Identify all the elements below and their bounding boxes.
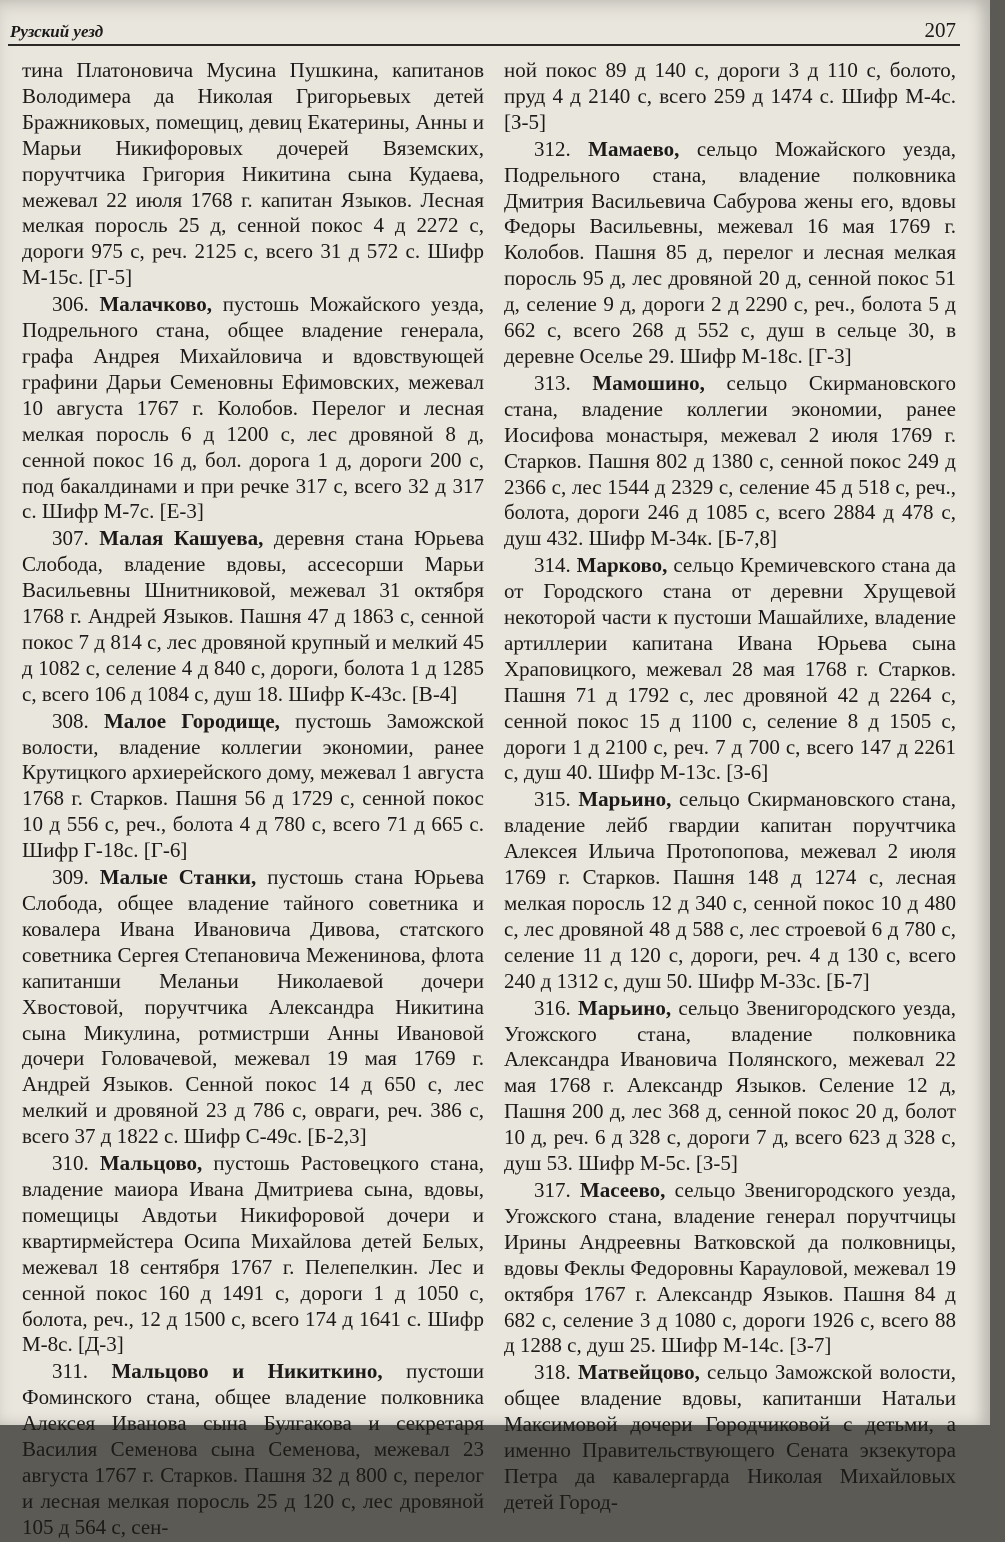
right-column xyxy=(504,58,956,1517)
entry-name: Мамаево, xyxy=(588,136,680,161)
gazetteer-entry xyxy=(22,1151,484,1358)
gazetteer-entry xyxy=(22,709,484,864)
entry-text: пустошь Растовецкого стана, владение маиора Ивана Дмитриева сына, вдовы, помещицы Авдотьи Никифоровой дочери и квартирмейстера Осипа Михайлова детей Белых, межевал 18 сентября 1767 г. Пелепелкин. Лес и сенной покос 160 д 1491 с, дороги 1 д 1050 с, болота, реч., 12 д 1500 с, всего 174 д 1641 с. Шифр М-8с. [Д-3] xyxy=(22,1151,484,1357)
gazetteer-entry xyxy=(504,996,956,1177)
entry-name: Малое Городище, xyxy=(103,708,280,733)
gazetteer-entry xyxy=(504,553,956,786)
entry-text: тина Платоновича Мусина Пушкина, капитанов Володимера да Николая Григорьевых детей Бражниковых, помещиц, девиц Екатерины, Анны и Марьи Никифоровых дочерей Вяземских, поручтчика Григория Никитина сына Кудаева, межевал 22 июля 1768 г. капитан Языков. Лесная мелкая поросль 25 д, сенной покос 4 д 2272 с, дороги 975 с, реч. 2125 с, всего 31 д 572 с. Шифр М-15с. [Г-5] xyxy=(22,58,484,290)
entry-text: пустошь стана Юрьева Слобода, общее владение тайного советника и ковалера Ивана Ивановича Дивова, статского советника Сергея Степановича Меженинова, флота капитанши Меланьи Николаевой дочери Хвостовой, поручтчика Александра Никитина сына Микулина, ротмистрши Анны Ивановой дочери Головачевой, межевал 19 мая 1769 г. Андрей Языков. Сенной покос 14 д 650 с, лес мелкий и дровяной 23 д 786 с, овраги, реч. 386 с, всего 37 д 1822 с. Шифр С-49с. [Б-2,3] xyxy=(22,865,485,1149)
gazetteer-entry xyxy=(22,526,484,707)
entry-number: 309. xyxy=(52,865,89,890)
entry-name: Мамошино, xyxy=(592,370,705,395)
running-head: Рузский уезд xyxy=(10,22,104,41)
gazetteer-entry xyxy=(22,865,484,1150)
entry-number: 316. xyxy=(534,995,571,1020)
entry-text: сельцо Звенигородского уезда, Угожского стана, владение генерал поручтчицы Ирины Андреевны Ватковской да полковницы, вдовы Феклы Федоровны Карауловой, межевал 19 октября 1767 г. Александр Языков. Пашня 84 д 682 с, селение 3 д 1080 с, дороги 1926 с, всего 88 д 1288 с, душ 25. Шифр М-14с. [З-7] xyxy=(504,1177,956,1358)
entry-name: Марьино, xyxy=(578,995,672,1020)
gazetteer-entry xyxy=(504,137,956,370)
gazetteer-entry xyxy=(504,371,956,552)
entry-number: 315. xyxy=(534,787,571,812)
entry-text: сельцо Кремичевского стана да от Городского стана от деревни Хрущевой некоторой части к пустоши Машайлихе, владение артиллерии капитана Ивана Юрьева сына Храповицкого, межевал 28 мая 1768 г. Старков. Пашня 71 д 1792 с, лес дровяной 42 д 2264 с, сенной покос 15 д 1100 с, селение 8 д 1505 с, дороги 1 д 2100 с, реч. 7 д 700 с, всего 147 д 2261 с, душ 40. Шифр М-13с. [З-6] xyxy=(504,553,957,785)
left-column xyxy=(22,58,484,1542)
entry-text: сельцо Звенигородского уезда, Угожского стана, владение полковника Александра Ивановича Полянского, межевал 22 мая 1768 г. Александр Языков. Селение 12 д, Пашня 200 д, лес 368 д, сенной покос 20 д, болот 10 д, реч. 6 д 328 с, дороги 7 д, всего 623 д 328 с, душ 53. Шифр М-5с. [З-5] xyxy=(504,995,956,1176)
entry-text: сельцо Скирмановского стана, владение лейб гвардии капитан поручтчика Алексея Ильича Протопопова, межевал 2 июля 1769 г. Старков. Пашня 148 д 1274 с, лесная мелкая поросль 12 д 340 с, сенной покос 10 д 480 с, лес дровяной 48 д 588 с, лес строевой 6 д 780 с, селение 11 д 120 с, дороги, реч. 4 д 130 с, всего 240 д 1312 с, душ 50. Шифр М-33с. [Б-7] xyxy=(504,787,956,993)
gazetteer-entry xyxy=(504,1178,956,1359)
gazetteer-entry xyxy=(504,1360,956,1515)
entry-number: 312. xyxy=(534,136,571,161)
entry-number: 306. xyxy=(52,292,89,317)
entry-name: Мальцово, xyxy=(99,1151,203,1176)
entry-number: 308. xyxy=(52,708,89,733)
entry-text: пустошь Можайского уезда, Подрельного стана, общее владение генерала, графа Андрея Михайловича и вдовствующей графини Дарьи Семеновны Ефимовских, межевал 10 августа 1767 г. Колобов. Перелог и лесная мелкая поросль 6 д 1200 с, лес дровяной 8 д, сенной покос 16 д, бол. дорога 1 д, дороги 200 с, под бакалдинами и при речке 317 с, всего 32 д 317 с. Шифр М-7с. [Е-3] xyxy=(22,292,485,524)
gazetteer-entry xyxy=(504,787,956,994)
entry-name: Марьино, xyxy=(578,787,672,812)
entry-name: Мальцово и Никиткино, xyxy=(111,1359,383,1384)
entry-text: сельцо Можайского уезда, Подрельного стана, владение полковника Дмитрия Васильевича Сабурова жены его, вдовы Федоры Васильевны, межевал 16 мая 1769 г. Колобов. Пашня 85 д, перелог и лесная мелкая поросль 95 д, лес дровяной 20 д, сенной покос 51 д, селение 9 д, дороги 2 д 2290 с, реч., болота 5 д 662 с, всего 268 д 552 с, душ в сельце 30, в деревне Оселье 29. Шифр М-18с. [Г-3] xyxy=(504,136,957,368)
entry-name: Масеево, xyxy=(579,1177,666,1202)
gazetteer-entry xyxy=(22,1359,484,1540)
entry-text: деревня стана Юрьева Слобода, владение вдовы, ассесорши Марьи Васильевны Шнитниковой, межевал 31 октября 1768 г. Андрей Языков. Пашня 47 д 1863 с, сенной покос 7 д 814 с, лес дровяной крупный и мелкий 45 д 1082 с, селение 4 д 840 с, дороги, болота 1 д 1285 с, всего 106 д 1084 с, душ 18. Шифр К-43с. [В-4] xyxy=(22,526,485,706)
entry-number: 314. xyxy=(534,553,571,578)
entry-text: сельцо Заможской волости, общее владение вдовы, капитанши Натальи Максимовой дочери Городчиковой с детьми, а именно Правительствующего Сената экзекутора Петра да кавалергарда Николая Михайловых детей Город- xyxy=(504,1360,956,1514)
gazetteer-entry xyxy=(22,58,484,291)
page-header xyxy=(8,14,960,46)
entry-text: пустошь Заможской волости, владение коллегии экономии, ранее Крутицкого архиерейского дому, межевал 1 августа 1768 г. Старков. Пашня 56 д 1729 с, сенной покос 10 д 556 с, реч., болота 4 д 780 с, всего 71 д 665 с. Шифр Г-18с. [Г-6] xyxy=(22,708,484,863)
entry-number: 318. xyxy=(534,1360,571,1385)
entry-number: 311. xyxy=(52,1359,88,1384)
entry-number: 317. xyxy=(534,1177,571,1202)
entry-number: 310. xyxy=(52,1151,89,1176)
entry-name: Малачково, xyxy=(99,292,212,317)
entry-number: 313. xyxy=(534,370,571,395)
gazetteer-entry xyxy=(22,292,484,525)
entry-text: сельцо Скирмановского стана, владение коллегии экономии, ранее Иосифова монастыря, межевал 2 июля 1769 г. Старков. Пашня 802 д 1380 с, сенной покос 249 д 2366 с, лес 1544 д 2329 с, селение 45 д 518 с, реч., болота, дороги 246 д 1085 с, всего 2884 д 478 с, душ 432. Шифр М-34к. [Б-7,8] xyxy=(504,370,957,551)
entry-name: Малые Станки, xyxy=(99,865,257,890)
entry-name: Матвейцово, xyxy=(577,1360,700,1385)
gazetteer-entry xyxy=(504,58,956,136)
entry-name: Малая Кашуева, xyxy=(99,526,264,551)
entry-number: 307. xyxy=(52,526,89,551)
entry-text: ной покос 89 д 140 с, дороги 3 д 110 с, болото, пруд 4 д 2140 с, всего 259 д 1474 с. Шифр М-4с. [З-5] xyxy=(504,58,956,134)
column-gutter xyxy=(492,58,493,1418)
entry-text: пустоши Фоминского стана, общее владение полковника Алексея Иванова сына Булгакова и секретаря Василия Семенова сына Семенова, межевал 23 августа 1767 г. Старков. Пашня 32 д 800 с, перелог и лесная мелкая поросль 25 д 120 с, лес дровяной 105 д 564 с, сен- xyxy=(22,1359,484,1539)
page-number: 207 xyxy=(924,18,956,42)
entry-name: Марково, xyxy=(576,553,668,578)
